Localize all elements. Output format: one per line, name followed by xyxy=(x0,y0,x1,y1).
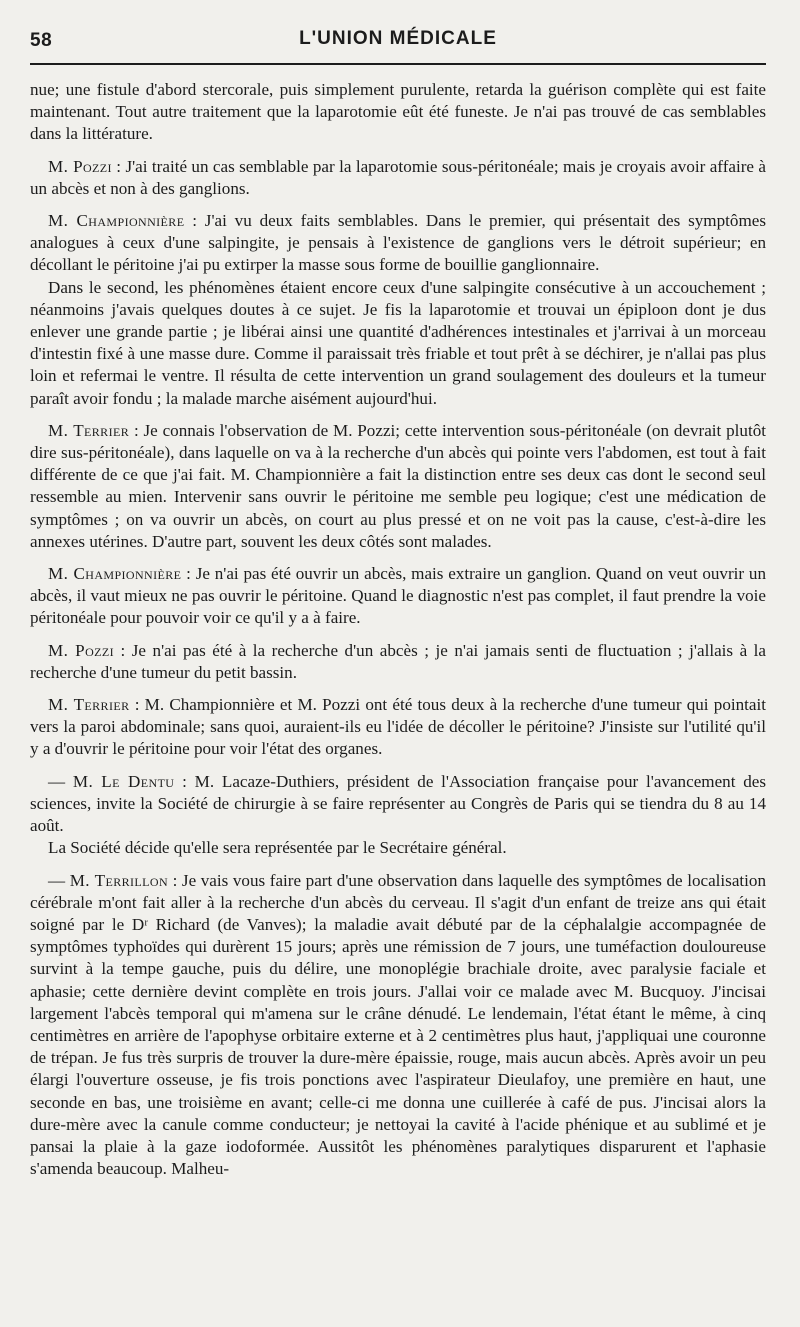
journal-title: L'UNION MÉDICALE xyxy=(299,28,497,49)
dash-prefix: — xyxy=(48,870,70,890)
paragraph-text: nue; une fistule d'abord stercorale, puis simplement purulente, retarda la guérison complète qui est faite maintenant. Tout autre traitement que la laparotomie eût été funeste. Je n'ai pas trouvé de cas semblables dans la littérature. xyxy=(30,80,766,144)
article-body xyxy=(30,79,766,1180)
paragraph-championniere-1 xyxy=(30,210,766,277)
paragraph-text: : M. Lacaze-Duthiers, président de l'Association française pour l'avancement des sciences, invite la Société de chirurgie à se faire représenter au Congrès de Paris qui se tiendra du 8 au 14 août. xyxy=(30,771,767,836)
paragraph-text: Dans le second, les phénomènes étaient encore ceux d'une salpingite consécutive à un accouchement ; néanmoins j'avais quelques doutes à ce sujet. Je fis la laparotomie et trouvai un épiploon dont je dus enlever une grande partie ; je libérai ainsi une quantité d'adhérences intestinales et j'arrivai à un morceau d'intestin fixé à une masse dure. Comme il paraissait très friable et tout prêt à se déchirer, je n'allai pas plus loin et refermai le ventre. Il résulta de cette intervention un grand soulagement des douleurs et la tumeur paraît avoir fondu ; la malade marche aisément aujourd'hui. xyxy=(30,277,766,408)
speaker-name: M. Le Dentu xyxy=(72,771,175,791)
speaker-name: M. Championnière xyxy=(48,564,182,584)
paragraph-continuation xyxy=(30,79,766,146)
paragraph-text: : Je connais l'observation de M. Pozzi; cette intervention sous-péritonéale (on devrait plutôt dire sus-péritonéale), dans laquelle on va à la recherche d'un abcès qui pointe vers l'abdomen, est tout à fait différente de ce que j'ai fait. M. Championnière a fait la distinction entre ses deux cas dont le second seul ressemble au mien. Intervenir sans ouvrir le péritoine me semble peu logique; c'est une médication de symptômes ; on va ouvrir un abcès, on court au plus pressé et on ne voit pas la cause, c'est-à-dire les annexes utérines. D'autre part, souvent les deux côtés sont malades. xyxy=(30,420,767,551)
paragraph-championniere-2 xyxy=(30,563,766,630)
running-head xyxy=(30,26,766,54)
paragraph-text: : Je n'ai pas été à la recherche d'un abcès ; je n'ai jamais senti de fluctuation ; j'allais à la recherche d'une tumeur du petit bassin. xyxy=(30,640,766,682)
paragraph-text: : Je n'ai pas été ouvrir un abcès, mais extraire un ganglion. Quand on veut ouvrir un abcès, il vaut mieux ne pas ouvrir le péritoine. Quand le diagnostic n'est pas complet, il faut prendre la voie péritonéale pour pouvoir voir ce qu'il y a à faire. xyxy=(30,564,766,628)
paragraph-terrier-2 xyxy=(30,694,766,761)
speaker-name: M. Terrier xyxy=(48,420,130,440)
dash-prefix: — xyxy=(48,771,73,791)
paragraph-text: : Je vais vous faire part d'une observation dans laquelle des symptômes de localisation cérébrale m'ont fait aller à la recherche d'un abcès du cerveau. Il s'agit d'un enfant de treize ans qui était soigné par le Dʳ Richard (de Vanves); la maladie avait débuté par de la céphalalgie accompagnée de symptômes typhoïdes qui durèrent 15 jours; après une rémission de 7 jours, une tuméfaction douloureuse survint à la tempe gauche, puis du délire, une monoplégie brachiale droite, avec paralysie faciale et aphasie; cette dernière devint complète en trois jours. J'allai voir ce malade avec M. Bucquoy. J'incisai largement l'abcès temporal qui m'amena sur le crâne dénudé. Le lendemain, l'état étant le même, à cinq centimètres en arrière de l'apophyse orbitaire externe et à 2 centimètres plus haut, j'appliquai une couronne de trépan. Je fus très surpris de trouver la dure-mère épaissie, rouge, mais aucun abcès. Après avoir un peu élargi l'ouverture osseuse, je fis trois ponctions avec l'aspirateur Dieulafoy, une première en haut, une seconde en bas, une troisième en avant; celle-ci me donna une cuillerée à café de pus. J'incisai alors la dure-mère avec la canule comme conducteur; je nettoyai la cavité à l'acide phénique et au sublimé et je pansai la plaie à la gaze iodoformée. Aussitôt les phénomènes paralytiques disparurent et l'aphasie s'amenda beaucoup. Malheu- xyxy=(30,870,766,1179)
paragraph-text: : J'ai traité un cas semblable par la laparotomie sous-péritonéale; mais je croyais avoir affaire à un abcès et non à des ganglions. xyxy=(30,156,766,198)
paragraph-le-dentu xyxy=(30,771,766,838)
speaker-name: M. Pozzi xyxy=(48,156,112,176)
speaker-name: M. Terrillon xyxy=(69,870,169,890)
paragraph-text: : M. Championnière et M. Pozzi ont été tous deux à la recherche d'une tumeur qui pointait vers la paroi abdominale; sans quoi, auraient-ils eu l'idée de décoller le péritoine? J'insiste sur l'utilité qu'il y a d'ouvrir le péritoine pour voir l'état des organes. xyxy=(30,695,766,759)
page-number: 58 xyxy=(30,30,53,51)
speaker-name: M. Championnière xyxy=(48,211,185,231)
header-rule xyxy=(30,63,766,65)
paragraph-decision xyxy=(30,837,766,859)
paragraph-pozzi-1 xyxy=(30,156,766,200)
paragraph-second-case xyxy=(30,277,766,410)
speaker-name: M. Terrier xyxy=(48,695,130,715)
speaker-name: M. Pozzi xyxy=(48,640,115,660)
paragraph-terrier-1 xyxy=(30,420,766,553)
paragraph-pozzi-2 xyxy=(30,640,766,684)
paragraph-text: : J'ai vu deux faits semblables. Dans le premier, qui présentait des symptômes analogues à ceux d'une salpingite, je pensais à l'existence de ganglions vers le détroit supérieur; en décollant le péritoine j'ai pu extirper la masse sous forme de bouillie ganglionnaire. xyxy=(30,211,766,275)
paragraph-text: La Société décide qu'elle sera représentée par le Secrétaire général. xyxy=(48,838,507,858)
paragraph-terrillon xyxy=(30,870,766,1181)
